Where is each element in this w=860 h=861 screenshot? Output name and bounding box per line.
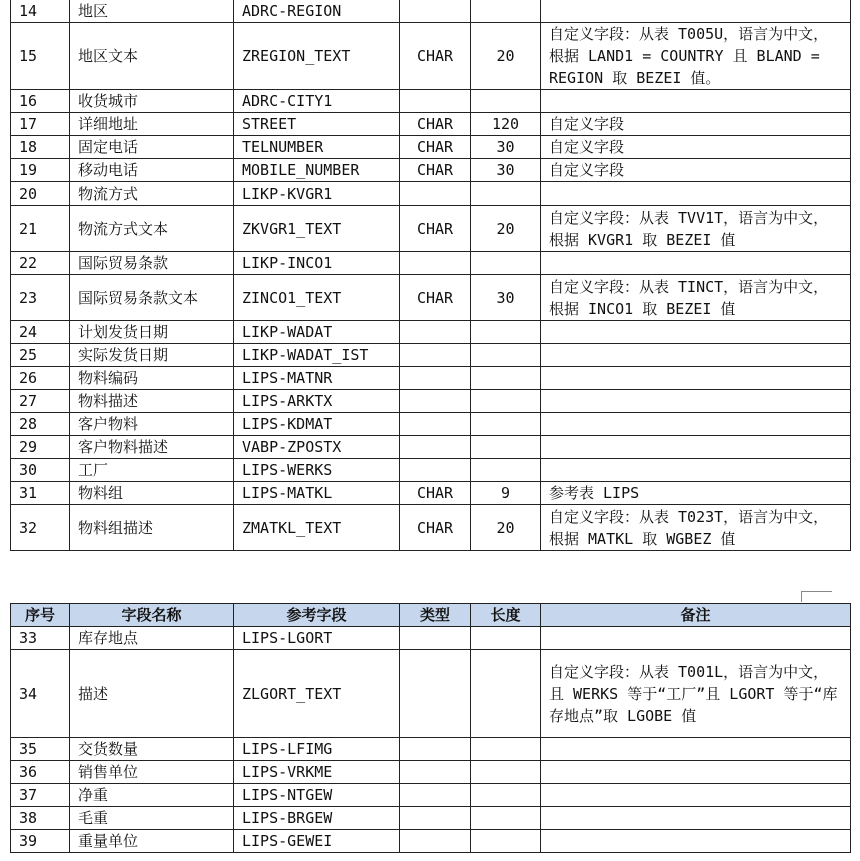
cell-name: 移动电话 <box>70 159 234 182</box>
cell-type <box>400 413 471 436</box>
cell-type: CHAR <box>400 275 471 321</box>
cell-note: 参考表 LIPS <box>541 482 851 505</box>
cell-type: CHAR <box>400 136 471 159</box>
cell-name: 描述 <box>70 650 234 738</box>
header-type: 类型 <box>400 604 471 627</box>
table-row <box>11 344 851 367</box>
cell-type <box>400 738 471 761</box>
cell-no: 33 <box>11 627 70 650</box>
table-row <box>11 413 851 436</box>
cell-ref: LIPS-LGORT <box>234 627 400 650</box>
cell-type: CHAR <box>400 159 471 182</box>
cell-name: 客户物料 <box>70 413 234 436</box>
table-row <box>11 390 851 413</box>
cell-len <box>471 807 541 830</box>
cell-type: CHAR <box>400 482 471 505</box>
cell-type <box>400 390 471 413</box>
cell-len <box>471 390 541 413</box>
cell-no: 30 <box>11 459 70 482</box>
cell-no: 39 <box>11 830 70 853</box>
cell-no: 25 <box>11 344 70 367</box>
cell-len <box>471 627 541 650</box>
cell-type <box>400 807 471 830</box>
cell-note <box>541 90 851 113</box>
table-row <box>11 275 851 321</box>
cell-len: 9 <box>471 482 541 505</box>
cell-len <box>471 90 541 113</box>
cell-len: 20 <box>471 505 541 551</box>
cell-name: 地区文本 <box>70 23 234 90</box>
cell-no: 22 <box>11 252 70 275</box>
cell-no: 29 <box>11 436 70 459</box>
cell-name: 销售单位 <box>70 761 234 784</box>
cell-type <box>400 0 471 23</box>
cell-len: 120 <box>471 113 541 136</box>
cell-type: CHAR <box>400 505 471 551</box>
cell-note: 自定义字段 <box>541 136 851 159</box>
cell-ref: LIPS-MATKL <box>234 482 400 505</box>
table-row <box>11 830 851 853</box>
cell-name: 库存地点 <box>70 627 234 650</box>
cell-ref: LIPS-MATNR <box>234 367 400 390</box>
table-row <box>11 252 851 275</box>
field-table-part1 <box>10 0 851 551</box>
cell-name: 工厂 <box>70 459 234 482</box>
table-row <box>11 807 851 830</box>
cell-ref: ZINCO1_TEXT <box>234 275 400 321</box>
cell-name: 收货城市 <box>70 90 234 113</box>
cell-ref: MOBILE_NUMBER <box>234 159 400 182</box>
cell-len <box>471 436 541 459</box>
cell-len <box>471 650 541 738</box>
cell-ref: ADRC-CITY1 <box>234 90 400 113</box>
cell-len <box>471 0 541 23</box>
cell-name: 物流方式 <box>70 182 234 206</box>
cell-len <box>471 182 541 206</box>
cell-ref: ZLGORT_TEXT <box>234 650 400 738</box>
cell-note: 自定义字段：从表 TVV1T，语言为中文，根据 KVGR1 取 BEZEI 值 <box>541 206 851 252</box>
cell-len <box>471 459 541 482</box>
cell-name: 物料组 <box>70 482 234 505</box>
table-row <box>11 136 851 159</box>
cell-ref: LIPS-ARKTX <box>234 390 400 413</box>
cell-no: 35 <box>11 738 70 761</box>
cell-note <box>541 738 851 761</box>
cell-len <box>471 367 541 390</box>
cell-no: 17 <box>11 113 70 136</box>
cell-no: 21 <box>11 206 70 252</box>
cell-ref: ZMATKL_TEXT <box>234 505 400 551</box>
cell-len: 20 <box>471 206 541 252</box>
cell-note <box>541 807 851 830</box>
cell-name: 固定电话 <box>70 136 234 159</box>
cell-type <box>400 459 471 482</box>
cell-type <box>400 90 471 113</box>
cell-type <box>400 182 471 206</box>
cell-ref: LIPS-GEWEI <box>234 830 400 853</box>
cell-no: 37 <box>11 784 70 807</box>
cell-ref: ADRC-REGION <box>234 0 400 23</box>
cell-len <box>471 413 541 436</box>
cell-note: 自定义字段 <box>541 113 851 136</box>
cell-len: 30 <box>471 159 541 182</box>
cell-no: 32 <box>11 505 70 551</box>
cell-name: 物料描述 <box>70 390 234 413</box>
cell-note <box>541 784 851 807</box>
cell-no: 34 <box>11 650 70 738</box>
cell-type <box>400 367 471 390</box>
cell-name: 客户物料描述 <box>70 436 234 459</box>
cell-name: 重量单位 <box>70 830 234 853</box>
header-ref: 参考字段 <box>234 604 400 627</box>
cell-no: 31 <box>11 482 70 505</box>
table-row <box>11 206 851 252</box>
cell-no: 38 <box>11 807 70 830</box>
table-row <box>11 627 851 650</box>
cell-note <box>541 182 851 206</box>
cell-ref: LIKP-WADAT <box>234 321 400 344</box>
cell-ref: LIPS-KDMAT <box>234 413 400 436</box>
cell-type: CHAR <box>400 206 471 252</box>
cell-note <box>541 390 851 413</box>
table-row <box>11 761 851 784</box>
cell-name: 地区 <box>70 0 234 23</box>
cell-name: 物料编码 <box>70 367 234 390</box>
table-row <box>11 459 851 482</box>
header-len: 长度 <box>471 604 541 627</box>
cell-name: 详细地址 <box>70 113 234 136</box>
cell-note <box>541 761 851 784</box>
cell-type <box>400 761 471 784</box>
cell-ref: LIPS-NTGEW <box>234 784 400 807</box>
cell-note: 自定义字段：从表 T001L，语言为中文，且 WERKS 等于“工厂”且 LGORT 等于“库存地点”取 LGOBE 值 <box>541 650 851 738</box>
cell-no: 36 <box>11 761 70 784</box>
cell-len <box>471 784 541 807</box>
cell-note: 自定义字段：从表 T005U，语言为中文，根据 LAND1 = COUNTRY 且 BLAND = REGION 取 BEZEI 值。 <box>541 23 851 90</box>
cell-note: 自定义字段：从表 T023T，语言为中文，根据 MATKL 取 WGBEZ 值 <box>541 505 851 551</box>
cell-len: 30 <box>471 275 541 321</box>
field-table-part2 <box>10 603 851 853</box>
cell-note <box>541 0 851 23</box>
table-row <box>11 482 851 505</box>
table-row <box>11 784 851 807</box>
cell-no: 18 <box>11 136 70 159</box>
cell-note <box>541 252 851 275</box>
table-row <box>11 367 851 390</box>
cell-name: 交货数量 <box>70 738 234 761</box>
cell-name: 国际贸易条款 <box>70 252 234 275</box>
cell-type <box>400 321 471 344</box>
cell-name: 物流方式文本 <box>70 206 234 252</box>
cell-ref: LIPS-LFIMG <box>234 738 400 761</box>
cell-type <box>400 252 471 275</box>
cell-name: 国际贸易条款文本 <box>70 275 234 321</box>
cell-type <box>400 784 471 807</box>
cell-len <box>471 738 541 761</box>
cell-ref: ZKVGR1_TEXT <box>234 206 400 252</box>
cell-note <box>541 321 851 344</box>
cell-type <box>400 344 471 367</box>
table-row <box>11 0 851 23</box>
cell-no: 20 <box>11 182 70 206</box>
cell-type <box>400 627 471 650</box>
header-name: 字段名称 <box>70 604 234 627</box>
cell-type: CHAR <box>400 23 471 90</box>
table-header-row <box>11 604 851 627</box>
cell-len <box>471 344 541 367</box>
cell-no: 23 <box>11 275 70 321</box>
cell-note <box>541 830 851 853</box>
cell-no: 24 <box>11 321 70 344</box>
table-row <box>11 182 851 206</box>
cell-name: 净重 <box>70 784 234 807</box>
cell-type <box>400 650 471 738</box>
table-row <box>11 436 851 459</box>
cell-note <box>541 367 851 390</box>
cell-name: 物料组描述 <box>70 505 234 551</box>
cell-no: 26 <box>11 367 70 390</box>
cell-ref: TELNUMBER <box>234 136 400 159</box>
cell-no: 16 <box>11 90 70 113</box>
cell-len: 20 <box>471 23 541 90</box>
cell-ref: LIPS-BRGEW <box>234 807 400 830</box>
cell-len <box>471 761 541 784</box>
table-row <box>11 90 851 113</box>
table-row <box>11 738 851 761</box>
page-corner-mark <box>801 591 832 602</box>
cell-ref: LIPS-VRKME <box>234 761 400 784</box>
cell-type <box>400 830 471 853</box>
cell-no: 19 <box>11 159 70 182</box>
cell-note: 自定义字段 <box>541 159 851 182</box>
cell-ref: LIKP-INCO1 <box>234 252 400 275</box>
cell-len: 30 <box>471 136 541 159</box>
cell-note <box>541 344 851 367</box>
cell-no: 15 <box>11 23 70 90</box>
cell-note: 自定义字段：从表 TINCT，语言为中文，根据 INCO1 取 BEZEI 值 <box>541 275 851 321</box>
table-row <box>11 159 851 182</box>
cell-name: 计划发货日期 <box>70 321 234 344</box>
cell-note <box>541 413 851 436</box>
cell-note <box>541 627 851 650</box>
header-note: 备注 <box>541 604 851 627</box>
cell-len <box>471 321 541 344</box>
cell-ref: ZREGION_TEXT <box>234 23 400 90</box>
cell-no: 28 <box>11 413 70 436</box>
cell-type <box>400 436 471 459</box>
cell-len <box>471 252 541 275</box>
cell-note <box>541 436 851 459</box>
header-no: 序号 <box>11 604 70 627</box>
table-row <box>11 321 851 344</box>
table-row <box>11 505 851 551</box>
cell-len <box>471 830 541 853</box>
table-row <box>11 113 851 136</box>
cell-note <box>541 459 851 482</box>
table-row <box>11 23 851 90</box>
cell-ref: VABP-ZPOSTX <box>234 436 400 459</box>
cell-type: CHAR <box>400 113 471 136</box>
cell-ref: LIKP-WADAT_IST <box>234 344 400 367</box>
cell-ref: LIPS-WERKS <box>234 459 400 482</box>
cell-name: 实际发货日期 <box>70 344 234 367</box>
cell-name: 毛重 <box>70 807 234 830</box>
cell-ref: LIKP-KVGR1 <box>234 182 400 206</box>
table-row <box>11 650 851 738</box>
cell-no: 27 <box>11 390 70 413</box>
cell-ref: STREET <box>234 113 400 136</box>
cell-no: 14 <box>11 0 70 23</box>
